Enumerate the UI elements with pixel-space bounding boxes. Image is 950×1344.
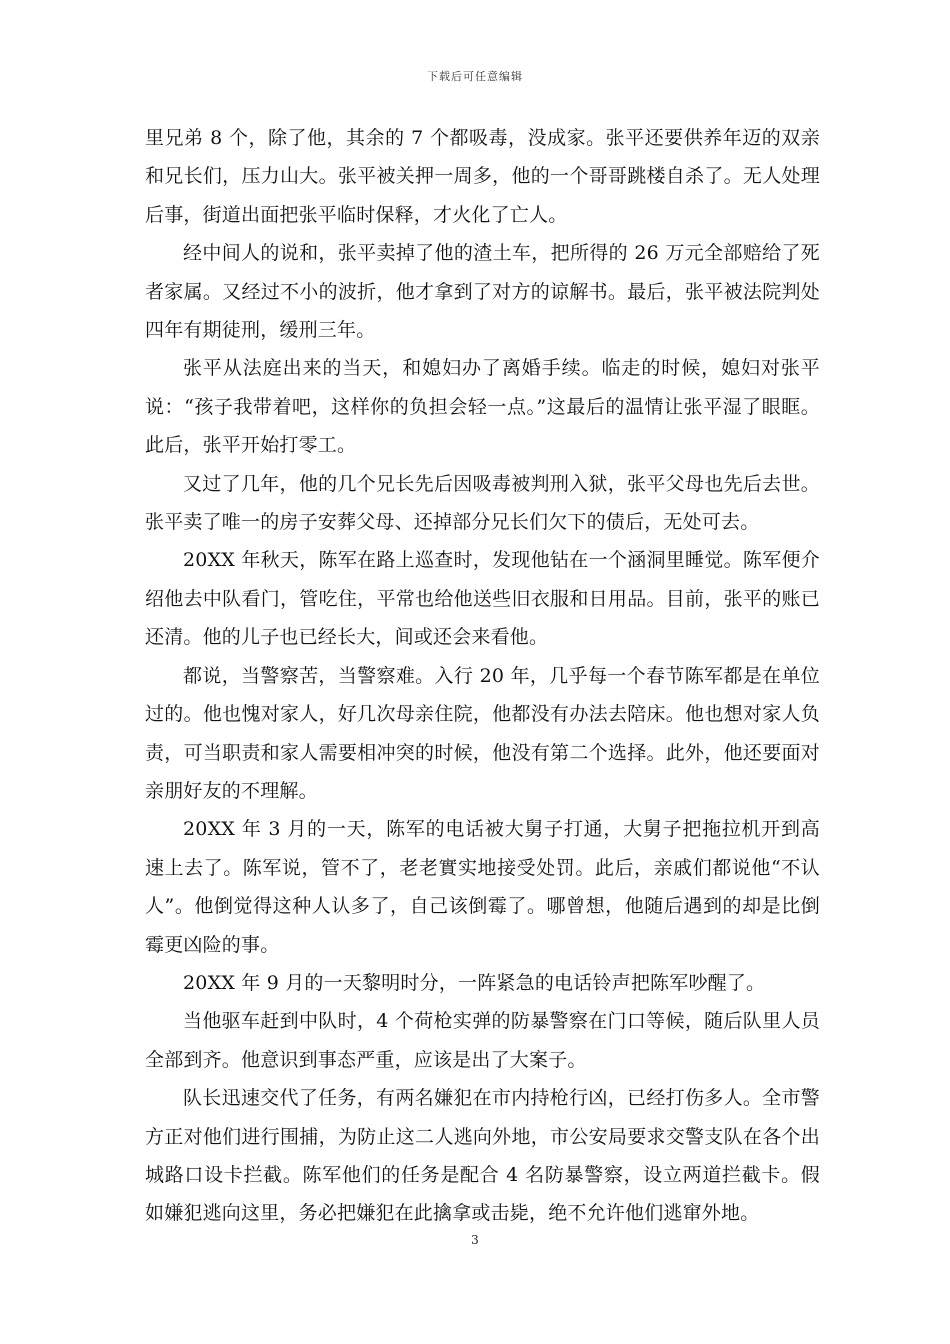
- paragraph-10: 队长迅速交代了任务，有两名嫌犯在市内持枪行凶，已经打伤多人。全市警方正对他们进行围捕，为防止这二人逃向外地，市公安局要求交警支队在各个出城路口设卡拦截。陈军他们的任务是配合 4 名防暴警察，设立两道拦截卡。假如嫌犯逃向这里，务必把嫌犯在此擒拿或击毙，绝不允许他们逃窜外地。: [145, 1087, 820, 1225]
- page-number: 3: [471, 1233, 479, 1247]
- paragraph-6: 都说，当警察苦，当警察难。入行 20 年，几乎每一个春节陈军都是在单位过的。他也愧对家人，好几次母亲住院，他都没有办法去陪床。他也想对家人负责，可当职责和家人需要相冲突的时候，他没有第二个选择。此外，他还要面对亲朋好友的不理解。: [145, 664, 820, 802]
- paragraph-3: 张平从法庭出来的当天，和媳妇办了离婚手续。临走的时候，媳妇对张平说：“孩子我带着吧，这样你的负担会轻一点。”这最后的温情让张平湿了眼眶。此后，张平开始打零工。: [145, 357, 820, 457]
- paragraph-7: 20XX 年 3 月的一天，陈军的电话被大舅子打通，大舅子把拖拉机开到高速上去了。陈军说，管不了，老老實实地接受处罚。此后，亲戚们都说他“不认人”。他倒觉得这种人认多了，自己该倒霉了。哪曾想，他随后遇到的却是比倒霉更凶险的事。: [145, 818, 820, 956]
- page-header: 下载后可任意编辑: [427, 70, 523, 83]
- paragraph-1: 里兄弟 8 个，除了他，其余的 7 个都吸毒，没成家。张平还要供养年迈的双亲和兄长们，压力山大。张平被关押一周多，他的一个哥哥跳楼自杀了。无人处理后事，街道出面把张平临时保释，才火化了亡人。: [145, 127, 820, 226]
- paragraph-2: 经中间人的说和，张平卖掉了他的渣土车，把所得的 26 万元全部赔给了死者家属。又经过不小的波折，他才拿到了对方的谅解书。最后，张平被法院判处四年有期徒刑，缓刑三年。: [145, 242, 820, 342]
- document-body: [145, 119, 820, 1233]
- paragraph-4: 又过了几年，他的几个兄长先后因吸毒被判刑入狱，张平父母也先后去世。张平卖了唯一的房子安葬父母、还掉部分兄长们欠下的债后，无处可去。: [145, 472, 820, 534]
- paragraph-5: 20XX 年秋天，陈军在路上巡查时，发现他钻在一个涵洞里睡觉。陈军便介绍他去中队看门，管吃住，平常也给他送些旧衣服和日用品。目前，张平的账已还清。他的儿子也已经长大，间或还会来看他。: [145, 549, 820, 649]
- paragraph-8: 20XX 年 9 月的一天黎明时分，一阵紧急的电话铃声把陈军吵醒了。: [183, 971, 766, 994]
- paragraph-9: 当他驱车赶到中队时，4 个荷枪实弹的防暴警察在门口等候，随后队里人员全部到齐。他意识到事态严重，应该是出了大案子。: [145, 1010, 820, 1071]
